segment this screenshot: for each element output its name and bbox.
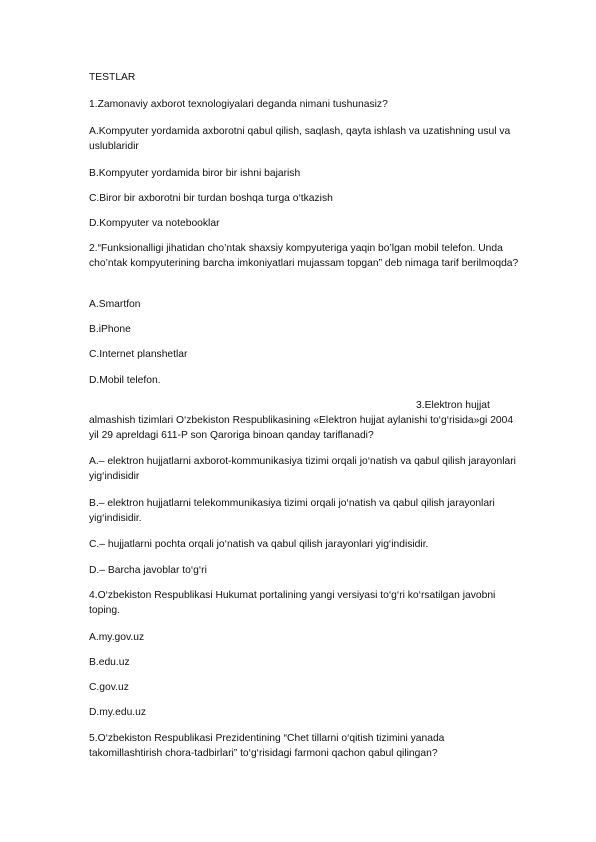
option-2a: A.Smartfon (89, 299, 141, 310)
question-4: 4.O‘zbekiston Respublikasi Hukumat portalining yangi versiyasi to‘g‘ri ko‘rsatilgan javobni toping. (89, 590, 496, 616)
option-3c: C.– hujjatlarni pochta orqali jo‘natish va qabul qilish jarayonlari yig‘indisidir. (89, 539, 429, 550)
option-1c: C.Biror bir axborotni bir turdan boshqa turga o‘tkazish (89, 193, 333, 204)
question-1: 1.Zamonaviy axborot texnologiyalari deganda nimani tushunasiz? (89, 99, 388, 110)
option-4d: D.my.edu.uz (89, 707, 147, 718)
question-2: 2.“Funksionalligi jihatidan cho’ntak shaxsiy kompyuteriga yaqin bo’lgan mobil telefon. Unda cho’ntak kompyuterining barcha imkoniyatlari mujassam topgan” deb nimaga tarif berilmoqda? (89, 243, 519, 269)
option-4c: C.gov.uz (89, 682, 129, 693)
option-1d: D.Kompyuter va notebooklar (89, 218, 220, 229)
option-2d: D.Mobil telefon. (89, 375, 161, 386)
option-3a: A.– elektron hujjatlarni axborot-kommunikasiya tizimi orqali jo‘natish va qabul qilish jarayonlari yig‘indisidir (89, 456, 516, 482)
option-3b: B.– elektron hujjatlarni telekommunikasiya tizimi orqali jo‘natish va qabul qilish jarayonlari yig‘indisidir. (89, 498, 495, 524)
question-5: 5.O‘zbekiston Respublikasi Prezidentining “Chet tillarni o‘qitish tizimini yanada takomillashtirish chora-tadbirlari” to‘g‘risidagi farmoni qachon qabul qilingan? (89, 733, 445, 759)
option-2b: B.iPhone (89, 324, 131, 335)
option-4a: A.my.gov.uz (89, 632, 145, 643)
question-3-start: 3.Elektron hujjat (416, 400, 490, 411)
question-3: almashish tizimlari O‘zbekiston Respublikasining «Elektron hujjat aylanishi to‘g‘risida»gi 2004 yil 29 apreldagi 611-P son Qaroriga binoan qanday tariflanadi? (89, 415, 514, 441)
option-2c: C.Internet planshetlar (89, 349, 188, 360)
document-title: TESTLAR (89, 72, 136, 83)
option-4b: B.edu.uz (89, 657, 130, 668)
option-1a: A.Kompyuter yordamida axborotni qabul qilish, saqlash, qayta ishlash va uzatishning usul va uslublaridir (89, 126, 511, 152)
option-3d: D.– Barcha javoblar to‘g‘ri (89, 565, 207, 576)
option-1b: B.Kompyuter yordamida biror bir ishni bajarish (89, 168, 301, 179)
